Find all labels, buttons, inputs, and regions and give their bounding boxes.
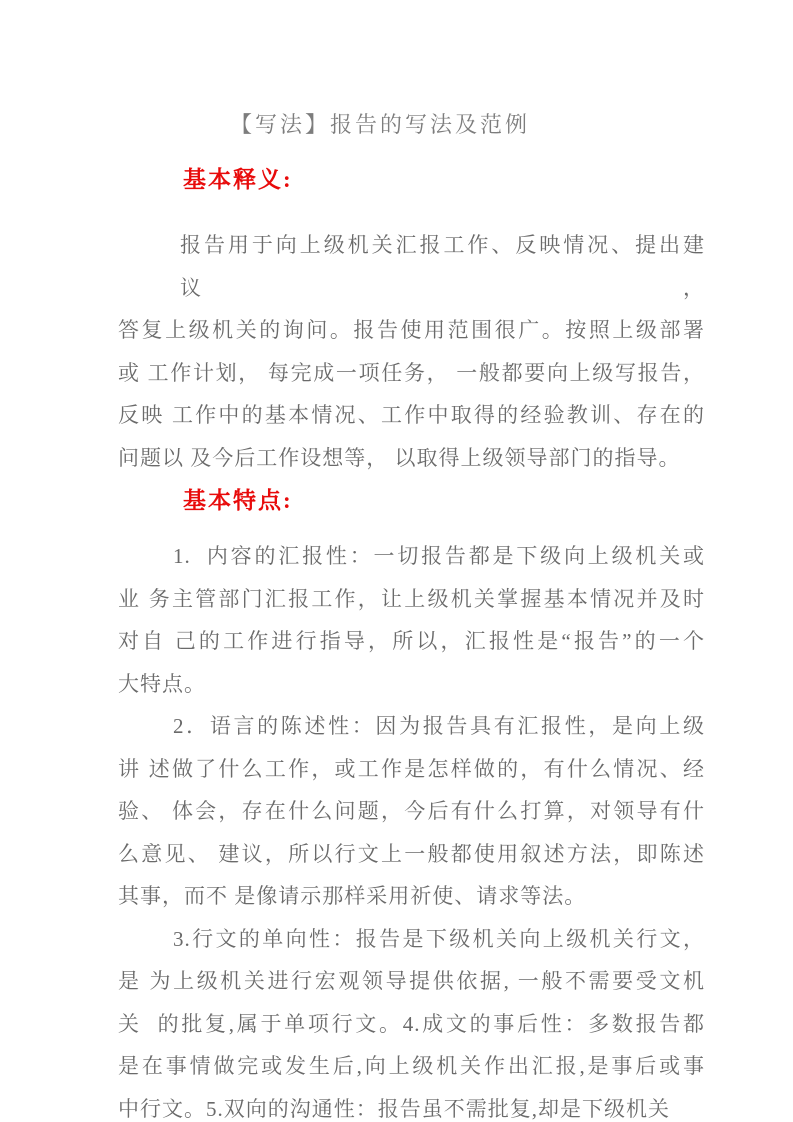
text-line: 1. 内容的汇报性：一切报告都是下级向上级机关或 — [173, 544, 705, 568]
text-line: 反映 工作中的基本情况、工作中取得的经验教训、存在的 — [118, 403, 705, 427]
text-line: 或 工作计划， 每完成一项任务， 一般都要向上级写报告， — [118, 360, 705, 385]
text-line: 3.行文的单向性：报告是下级机关向上级机关行文， — [173, 926, 705, 951]
text-line: 是在事情做完或发生后,向上级机关作出汇报,是事后或事 — [118, 1054, 705, 1078]
text-line: 2．语言的陈述性：因为报告具有汇报性，是向上级 — [173, 714, 705, 738]
text-line: 业 务主管部门汇报工作，让上级机关掌握基本情况并及时 — [118, 586, 705, 611]
paragraph — [118, 224, 705, 479]
text-line: 对自 己的工作进行指导，所以，汇报性是“报告”的一个 — [118, 629, 705, 653]
text-line: 是 为上级机关进行宏观领导提供依据, 一般不需要受文机 — [118, 969, 705, 993]
text-line: 验、 体会，存在什么问题，今后有什么打算，对领导有什 — [118, 799, 705, 823]
text-line: 大特点。 — [118, 671, 206, 696]
document-title: 【写法】报告的写法及范例 — [230, 112, 531, 137]
section-heading: 基本释义: — [183, 167, 293, 192]
paragraph — [118, 535, 705, 705]
text-line: 其事，而不 是像请示那样采用祈使、请求等法。 — [118, 884, 587, 908]
text-line: 答复上级机关的询问。报告使用范围很广。按照上级部署 — [118, 318, 705, 342]
document-body — [118, 158, 705, 1122]
text-line: 讲 述做了什么工作，或工作是怎样做的，有什么情况、经 — [118, 756, 705, 781]
paragraph — [118, 705, 705, 918]
text-line: 问题以 及今后工作设想等， 以取得上级领导部门的指导。 — [118, 445, 681, 470]
paragraph — [118, 918, 705, 1122]
section-heading: 基本特点: — [183, 488, 293, 513]
text-line: 中行文。5.双向的沟通性：报告虽不需批复,却是下级机关 — [118, 1096, 670, 1121]
text-line: 报告用于向上级机关汇报工作、反映情况、提出建议， — [180, 233, 705, 300]
text-line: 关 的批复,属于单项行文。4.成文的事后性：多数报告都 — [118, 1011, 705, 1036]
text-line: 么意见、 建议，所以行文上一般都使用叙述方法，即陈述 — [118, 841, 705, 866]
